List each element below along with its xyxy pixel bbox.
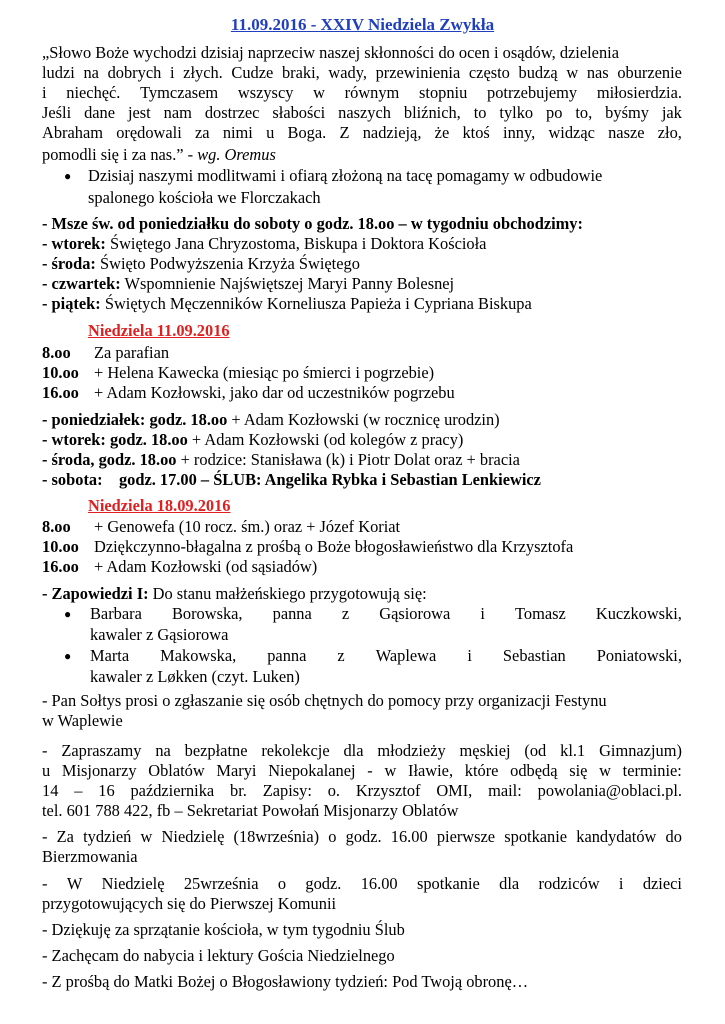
word: W <box>66 874 83 893</box>
sunday2-mass-2 <box>42 537 573 557</box>
word: dla <box>499 874 520 893</box>
sunday2-mass-1 <box>42 517 400 537</box>
word: - <box>42 741 48 760</box>
magazine-note: - Zachęcam do nabycia i lektury Gościa Niedzielnego <box>42 946 395 965</box>
sunday2-mass-3 <box>42 557 317 577</box>
word: zło, <box>657 123 682 142</box>
word: po <box>546 103 563 122</box>
bullet-icon: ● <box>64 169 72 183</box>
word: - <box>42 827 48 846</box>
retreat-line-1 <box>42 741 682 761</box>
sunday1-heading-text: Niedziela 11.09.2016 <box>88 321 230 340</box>
quote-last-text: pomodli się i za nas.” <box>42 145 184 164</box>
word: u <box>42 761 51 780</box>
word: tydzień <box>83 827 132 846</box>
word: przewinienia <box>375 63 461 82</box>
word: Oblatów <box>148 761 205 780</box>
weekday-text: + Adam Kozłowski (w rocznicę urodzin) <box>227 410 500 429</box>
word: to <box>473 103 487 122</box>
weekday-label: - wtorek: godz. 18.oo <box>42 430 188 449</box>
feast-wednesday <box>42 254 360 274</box>
word: godz. <box>345 827 382 846</box>
word: w <box>384 761 397 780</box>
couple-word: Kuczkowski, <box>595 604 682 623</box>
word: spotkanie <box>416 874 480 893</box>
word: budzą <box>518 63 558 82</box>
confirmation-line-2: Bierzmowania <box>42 847 138 866</box>
couple-word: Sebastian <box>502 646 566 665</box>
feast-day: - wtorek: <box>42 234 106 253</box>
sunday1-heading <box>88 321 230 341</box>
word: równym <box>344 83 400 102</box>
sunday1-mass-2 <box>42 363 434 383</box>
word: za <box>195 123 210 142</box>
word: Tymczasem <box>140 83 219 102</box>
word: do <box>665 827 682 846</box>
word: w <box>599 761 611 780</box>
word: Zapisy: <box>262 781 312 800</box>
couple-2-line-2: kawaler z Løkken (czyt. Luken) <box>90 667 300 686</box>
word: Jeśli <box>42 103 72 122</box>
couple-word: Gąsiorowa <box>379 604 451 623</box>
word: OMI, <box>436 781 473 800</box>
word: (od <box>524 741 547 760</box>
weekday-label: - środa, godz. 18.oo <box>42 450 177 469</box>
word: nam <box>163 103 192 122</box>
word: odbędą <box>510 761 558 780</box>
word: spotkanie <box>504 827 568 846</box>
word: października <box>130 781 215 800</box>
mass-intention: + Adam Kozłowski (od sąsiadów) <box>94 557 318 576</box>
word: godz. <box>305 874 342 893</box>
word: nadzieją, <box>362 123 422 142</box>
word: miłosierdzia. <box>596 83 682 102</box>
word: ludzi <box>42 63 75 82</box>
word: - <box>367 761 373 780</box>
word: że <box>434 123 450 142</box>
word: się <box>569 761 588 780</box>
banns-text: Do stanu małżeńskiego przygotowują się: <box>148 584 427 603</box>
soltys-line-2: w Waplewie <box>42 711 123 730</box>
word: Niepokalanej <box>268 761 356 780</box>
word: tylko <box>499 103 534 122</box>
blessing-note: - Z prośbą do Matki Bożej o Błogosławiony tydzień: Pod Twoją obronę… <box>42 972 529 991</box>
word: dzieci <box>642 874 682 893</box>
mass-hour: 16.oo <box>42 383 79 402</box>
word: 16.00 <box>390 827 428 846</box>
word: to, <box>575 103 593 122</box>
word: terminie: <box>622 761 682 780</box>
word: Krzysztof <box>355 781 421 800</box>
couple-word: Borowska, <box>171 604 243 623</box>
feast-friday <box>42 294 532 314</box>
word: - <box>42 874 48 893</box>
word: w <box>313 83 325 102</box>
word: rodziców <box>538 874 600 893</box>
word: młodzieży <box>377 741 446 760</box>
word: dane <box>84 103 116 122</box>
couple-word: Marta <box>90 646 130 665</box>
sunday1-mass-3 <box>42 383 455 403</box>
word: orędowali <box>116 123 182 142</box>
word: – <box>74 781 83 800</box>
word: Z <box>339 123 350 142</box>
communion-line-1 <box>42 874 682 894</box>
feast-day: - czwartek: <box>42 274 121 293</box>
word: Niedzielę <box>161 827 225 846</box>
quote-line-3 <box>42 83 682 103</box>
word: inny, <box>503 123 536 142</box>
word: Iławie, <box>408 761 454 780</box>
couple-word: Tomasz <box>515 604 566 623</box>
word: dobrych <box>107 63 162 82</box>
mass-hour: 8.oo <box>42 343 71 362</box>
word: dostrzec <box>204 103 260 122</box>
quote-last-line <box>42 145 276 165</box>
sunday2-heading-text: Niedziela 18.09.2016 <box>88 496 231 515</box>
banns-label: - Zapowiedzi I: <box>42 584 149 603</box>
word: złych. <box>183 63 223 82</box>
word: słabości <box>272 103 326 122</box>
word: kandydatów <box>576 827 657 846</box>
word: br. <box>230 781 247 800</box>
word: naszych <box>338 103 391 122</box>
word: pierwsze <box>436 827 496 846</box>
word: kl.1 <box>560 741 586 760</box>
word: Za <box>56 827 74 846</box>
couple-word: z <box>337 646 345 665</box>
mass-intention: Dziękczynno-błagalna z prośbą o Boże błogosławieństwo dla Krzysztofa <box>94 537 574 556</box>
quote-line-5 <box>42 123 682 143</box>
word: 14 <box>42 781 59 800</box>
weekday-tuesday <box>42 430 463 450</box>
page-title: 11.09.2016 - XXIV Niedziela Zwykła <box>230 15 495 34</box>
word: mail: <box>488 781 522 800</box>
word: jak <box>661 103 682 122</box>
bullet-icon: ● <box>64 649 72 663</box>
feast-day: - piątek: <box>42 294 101 313</box>
word: Gimnazjum) <box>599 741 682 760</box>
weekday-saturday <box>42 470 541 490</box>
communion-line-2: przygotowujących się do Pierwszej Komunii <box>42 894 337 913</box>
weekday-label: - poniedziałek: godz. 18.oo <box>42 410 228 429</box>
word: bezpłatne <box>184 741 248 760</box>
retreat-line-2 <box>42 761 682 781</box>
feast-day: - środa: <box>42 254 96 273</box>
mass-intention: Za parafian <box>94 343 170 362</box>
bullet-icon: ● <box>64 607 72 621</box>
word: niechęć. <box>66 83 121 102</box>
feast-text: Święto Podwyższenia Krzyża Świętego <box>95 254 360 273</box>
word: jest <box>127 103 151 122</box>
word: nimi <box>222 123 253 142</box>
word: o <box>328 827 337 846</box>
confirmation-line-1 <box>42 827 682 847</box>
mass-hour: 8.oo <box>42 517 71 536</box>
word: Boga. <box>287 123 327 142</box>
couple-word: i <box>467 646 472 665</box>
word: o <box>277 874 287 893</box>
word: 25września <box>183 874 259 893</box>
feast-text: Świętego Jana Chryzostoma, Biskupa i Doktora Kościoła <box>105 234 487 253</box>
weekday-text: + rodzice: Stanisława (k) i Piotr Dolat oraz + bracia <box>176 450 520 469</box>
word: nasze <box>608 123 645 142</box>
word: na <box>83 63 99 82</box>
word: o. <box>327 781 341 800</box>
word: Abraham <box>42 123 103 142</box>
mass-hour: 16.oo <box>42 557 79 576</box>
word: Maryi <box>216 761 257 780</box>
feast-tuesday <box>42 234 486 254</box>
sunday2-heading <box>88 496 231 516</box>
word: męskiej <box>459 741 511 760</box>
couple-word: i <box>480 604 485 623</box>
mass-hour: 10.oo <box>42 363 79 382</box>
donation-line-2: spalonego kościoła we Florczakach <box>88 188 321 207</box>
word: Niedzielę <box>101 874 165 893</box>
feast-thursday <box>42 274 454 294</box>
word: powolania@oblaci.pl. <box>537 781 682 800</box>
weekday-wednesday <box>42 450 520 470</box>
word: widząc <box>548 123 595 142</box>
word: dla <box>343 741 364 760</box>
quote-line-2 <box>42 63 682 83</box>
word: w <box>140 827 153 846</box>
word: na <box>155 741 171 760</box>
word: u <box>266 123 275 142</box>
banns-header <box>42 584 427 604</box>
mass-hour: 10.oo <box>42 537 79 556</box>
soltys-line-1: - Pan Sołtys prosi o zgłaszanie się osób chętnych do pomocy przy organizacji Festynu <box>42 691 607 710</box>
couple-word: panna <box>272 604 312 623</box>
word: potrzebujemy <box>487 83 578 102</box>
cleaning-note: - Dziękuję za sprzątanie kościoła, w tym tygodniu Ślub <box>42 920 405 939</box>
word: oburzenie <box>617 63 682 82</box>
retreat-line-3 <box>42 781 682 801</box>
word: wady, <box>328 63 367 82</box>
weekday-monday <box>42 410 500 430</box>
couple-2-line-1 <box>90 646 682 666</box>
masses-header: - Msze św. od poniedziałku do soboty o godz. 18.oo – w tygodniu obchodzimy: <box>42 214 583 233</box>
feast-text: Wspomnienie Najświętszej Maryi Panny Bolesnej <box>120 274 455 293</box>
word: nas <box>586 63 609 82</box>
word: ktoś <box>462 123 490 142</box>
quote-line-4 <box>42 103 682 123</box>
couple-word: Barbara <box>90 604 142 623</box>
word: stopniu <box>419 83 468 102</box>
word: Zapraszamy <box>61 741 142 760</box>
word: Cudze <box>231 63 274 82</box>
sunday1-mass-1 <box>42 343 169 363</box>
couple-word: Waplewa <box>375 646 437 665</box>
word: byśmy <box>605 103 649 122</box>
word: i <box>42 83 47 102</box>
mass-intention: + Genowefa (10 rocz. śm.) oraz + Józef Koriat <box>94 517 401 536</box>
quote-source: - wg. Oremus <box>183 145 276 164</box>
word: często <box>468 63 510 82</box>
word: 16.00 <box>360 874 398 893</box>
mass-intention: + Adam Kozłowski, jako dar od uczestników pogrzebu <box>94 383 455 402</box>
mass-intention: + Helena Kawecka (miesiąc po śmierci i pogrzebie) <box>94 363 435 382</box>
feast-text: Świętych Męczenników Korneliusza Papieża i Cypriana Biskupa <box>100 294 532 313</box>
couple-word: Poniatowski, <box>596 646 682 665</box>
weekday-label: - sobota: godz. 17.00 – ŚLUB: Angelika Rybka i Sebastian Lenkiewicz <box>42 470 541 489</box>
weekday-text: + Adam Kozłowski (od kolegów z pracy) <box>187 430 464 449</box>
word: i <box>169 63 175 82</box>
couple-word: Makowska, <box>160 646 237 665</box>
word: i <box>618 874 624 893</box>
couple-word: panna <box>267 646 307 665</box>
couple-1-line-2: kawaler z Gąsiorowa <box>90 625 229 644</box>
word: braki, <box>281 63 320 82</box>
quote-line-text: „Słowo Boże wychodzi dzisiaj naprzeciw naszej skłonności do ocen i osądów, dzielenia <box>42 43 619 62</box>
word: rekolekcje <box>261 741 330 760</box>
word: wszyscy <box>237 83 294 102</box>
donation-line-1: Dzisiaj naszymi modlitwami i ofiarą złożoną na tacę pomagamy w odbudowie <box>88 166 603 185</box>
word: 16 <box>98 781 115 800</box>
word: Misjonarzy <box>61 761 137 780</box>
retreat-line-4: tel. 601 788 422, fb – Sekretariat Powołań Misjonarzy Oblatów <box>42 801 459 820</box>
word: w <box>566 63 579 82</box>
couple-word: z <box>341 604 350 623</box>
word: bliźnich, <box>403 103 461 122</box>
quote-line-1 <box>42 43 682 63</box>
couple-1-line-1 <box>90 604 682 624</box>
word: które <box>464 761 499 780</box>
word: (18września) <box>233 827 320 846</box>
